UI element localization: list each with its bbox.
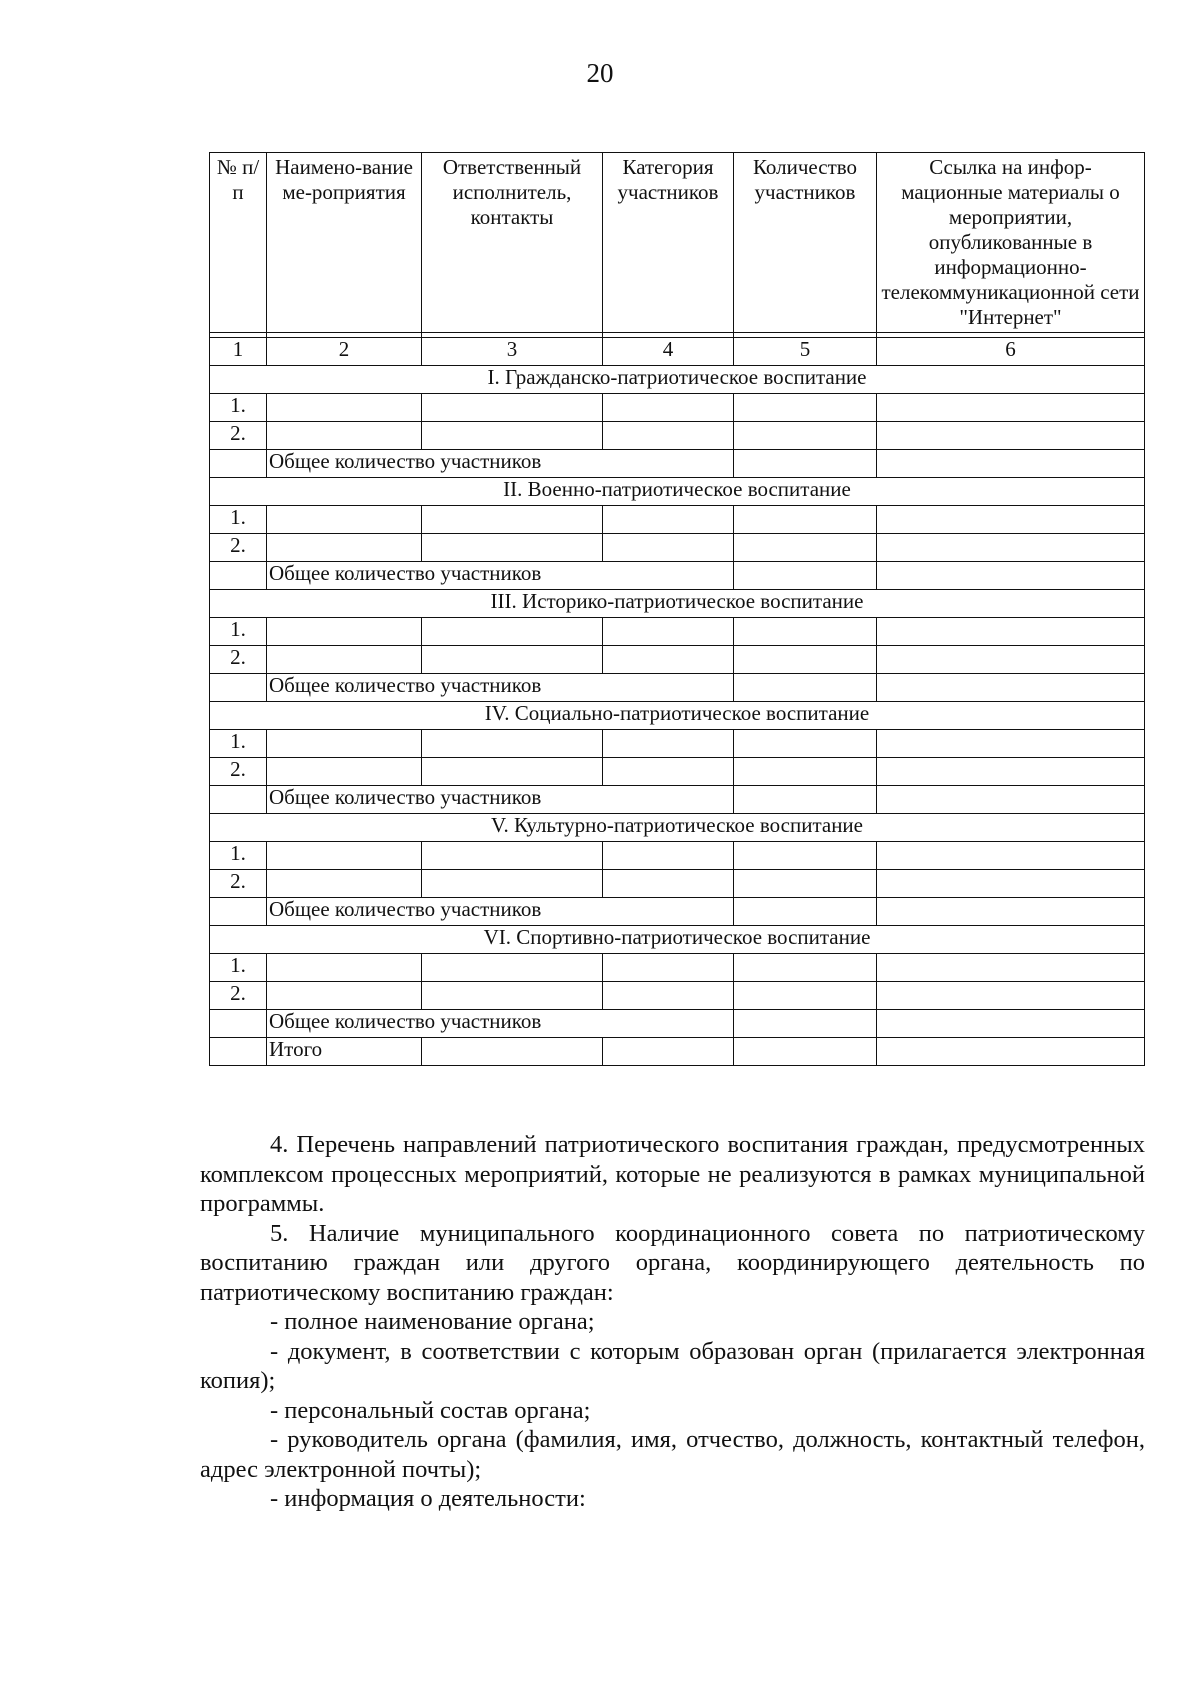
section-title: III. Историко-патриотическое воспитание — [210, 590, 1145, 618]
empty-cell — [877, 422, 1145, 450]
empty-cell — [877, 898, 1145, 926]
empty-cell — [877, 982, 1145, 1010]
column-numbers-row — [210, 338, 1145, 366]
section-title: IV. Социально-патриотическое воспитание — [210, 702, 1145, 730]
empty-cell — [734, 394, 877, 422]
empty-cell — [877, 730, 1145, 758]
empty-cell — [267, 730, 422, 758]
empty-cell — [877, 870, 1145, 898]
empty-cell — [734, 1038, 877, 1066]
empty-cell — [210, 786, 267, 814]
section-total-label: Общее количество участников — [267, 786, 734, 814]
empty-cell — [603, 842, 734, 870]
row-number: 1. — [210, 618, 267, 646]
empty-cell — [734, 674, 877, 702]
empty-cell — [603, 730, 734, 758]
empty-cell — [734, 870, 877, 898]
empty-cell — [603, 394, 734, 422]
body-paragraph: - информация о деятельности: — [270, 1485, 586, 1512]
section-heading-row — [210, 814, 1145, 842]
header-participant-category: Категория участников — [603, 153, 734, 333]
empty-cell — [267, 646, 422, 674]
empty-cell — [734, 618, 877, 646]
body-paragraph: - руководитель органа (фамилия, имя, отчество, должность, контактный телефон, адрес электронной почты); — [200, 1426, 1145, 1483]
empty-cell — [734, 842, 877, 870]
empty-cell — [734, 730, 877, 758]
empty-cell — [603, 534, 734, 562]
section-total-row — [210, 898, 1145, 926]
empty-cell — [267, 982, 422, 1010]
row-number: 1. — [210, 954, 267, 982]
body-paragraph: - персональный состав органа; — [270, 1396, 591, 1424]
empty-cell — [267, 842, 422, 870]
body-paragraph: 4. Перечень направлений патриотического воспитания граждан, предусмотренных комплексом процессных мероприятий, которые не реализуются в рамках муниципальной программы. — [200, 1131, 1145, 1217]
section-heading-row — [210, 926, 1145, 954]
empty-cell — [422, 394, 603, 422]
empty-cell — [734, 758, 877, 786]
section-heading-row — [210, 478, 1145, 506]
section-total-row — [210, 1010, 1145, 1038]
empty-cell — [422, 842, 603, 870]
empty-cell — [210, 898, 267, 926]
empty-cell — [877, 674, 1145, 702]
empty-cell — [422, 618, 603, 646]
document-body-text — [200, 1130, 1145, 1514]
page-number: 20 — [586, 58, 614, 88]
column-number: 2 — [267, 338, 422, 366]
empty-cell — [267, 534, 422, 562]
empty-cell — [877, 646, 1145, 674]
empty-cell — [603, 422, 734, 450]
empty-cell — [267, 758, 422, 786]
empty-cell — [877, 1038, 1145, 1066]
empty-cell — [422, 534, 603, 562]
empty-cell — [422, 982, 603, 1010]
section-total-label: Общее количество участников — [267, 1010, 734, 1038]
empty-cell — [210, 450, 267, 478]
empty-cell — [267, 618, 422, 646]
table-row — [210, 730, 1145, 758]
table-row — [210, 534, 1145, 562]
empty-cell — [734, 534, 877, 562]
empty-cell — [734, 450, 877, 478]
empty-cell — [603, 618, 734, 646]
empty-cell — [603, 982, 734, 1010]
empty-cell — [877, 534, 1145, 562]
empty-cell — [734, 786, 877, 814]
row-number: 1. — [210, 394, 267, 422]
table-row — [210, 842, 1145, 870]
empty-cell — [877, 394, 1145, 422]
grand-total-row — [210, 1038, 1145, 1066]
empty-cell — [422, 646, 603, 674]
column-number: 1 — [210, 338, 267, 366]
column-number: 3 — [422, 338, 603, 366]
table-row — [210, 422, 1145, 450]
empty-cell — [734, 646, 877, 674]
empty-cell — [603, 506, 734, 534]
empty-cell — [603, 1038, 734, 1066]
empty-cell — [267, 506, 422, 534]
grand-total-label: Итого — [267, 1038, 422, 1066]
section-total-row — [210, 450, 1145, 478]
table-row — [210, 758, 1145, 786]
row-number: 2. — [210, 534, 267, 562]
empty-cell — [422, 506, 603, 534]
empty-cell — [422, 758, 603, 786]
section-title: I. Гражданско-патриотическое воспитание — [210, 366, 1145, 394]
empty-cell — [422, 1038, 603, 1066]
empty-cell — [267, 954, 422, 982]
empty-cell — [210, 674, 267, 702]
section-total-row — [210, 562, 1145, 590]
header-number: № п/п — [210, 153, 267, 333]
empty-cell — [877, 758, 1145, 786]
section-heading-row — [210, 702, 1145, 730]
events-report-table — [209, 152, 1145, 1066]
empty-cell — [267, 422, 422, 450]
empty-cell — [267, 394, 422, 422]
table-row — [210, 646, 1145, 674]
section-heading-row — [210, 590, 1145, 618]
empty-cell — [877, 506, 1145, 534]
empty-cell — [877, 954, 1145, 982]
row-number: 1. — [210, 842, 267, 870]
section-title: VI. Спортивно-патриотическое воспитание — [210, 926, 1145, 954]
body-paragraph: - полное наименование органа; — [270, 1308, 595, 1335]
empty-cell — [877, 618, 1145, 646]
empty-cell — [734, 506, 877, 534]
empty-cell — [603, 646, 734, 674]
row-number: 2. — [210, 422, 267, 450]
empty-cell — [210, 1038, 267, 1066]
empty-cell — [422, 954, 603, 982]
empty-cell — [734, 1010, 877, 1038]
section-total-label: Общее количество участников — [267, 898, 734, 926]
header-responsible: Ответственный исполнитель, контакты — [422, 153, 603, 333]
empty-cell — [734, 954, 877, 982]
empty-cell — [877, 786, 1145, 814]
empty-cell — [877, 562, 1145, 590]
column-number: 6 — [877, 338, 1145, 366]
table-row — [210, 870, 1145, 898]
section-title: II. Военно-патриотическое воспитание — [210, 478, 1145, 506]
empty-cell — [210, 1010, 267, 1038]
row-number: 2. — [210, 646, 267, 674]
header-participant-count: Количество участников — [734, 153, 877, 333]
table-header-row — [210, 153, 1145, 333]
empty-cell — [734, 422, 877, 450]
row-number: 2. — [210, 982, 267, 1010]
header-info-link: Ссылка на инфор-мационные материалы о мероприятии, опубликованные в информационно-телекоммуникационной сети "Интернет" — [877, 153, 1145, 333]
empty-cell — [603, 954, 734, 982]
section-total-row — [210, 786, 1145, 814]
row-number: 1. — [210, 506, 267, 534]
empty-cell — [734, 898, 877, 926]
empty-cell — [734, 562, 877, 590]
header-event-name: Наимено-вание ме-роприятия — [267, 153, 422, 333]
table-row — [210, 394, 1145, 422]
table-row — [210, 506, 1145, 534]
section-title: V. Культурно-патриотическое воспитание — [210, 814, 1145, 842]
row-number: 2. — [210, 870, 267, 898]
empty-cell — [422, 870, 603, 898]
empty-cell — [422, 422, 603, 450]
section-total-label: Общее количество участников — [267, 562, 734, 590]
empty-cell — [877, 842, 1145, 870]
table-row — [210, 954, 1145, 982]
empty-cell — [422, 730, 603, 758]
table-row — [210, 618, 1145, 646]
row-number: 2. — [210, 758, 267, 786]
section-total-row — [210, 674, 1145, 702]
section-total-label: Общее количество участников — [267, 450, 734, 478]
empty-cell — [603, 758, 734, 786]
empty-cell — [877, 1010, 1145, 1038]
body-paragraph: 5. Наличие муниципального координационного совета по патриотическому воспитанию граждан или другого органа, координирующего деятельность по патриотическому воспитанию граждан: — [200, 1219, 1145, 1306]
empty-cell — [210, 562, 267, 590]
empty-cell — [603, 870, 734, 898]
row-number: 1. — [210, 730, 267, 758]
column-number: 5 — [734, 338, 877, 366]
section-heading-row — [210, 366, 1145, 394]
body-paragraph: - документ, в соответствии с которым образован орган (прилагается электронная копия); — [200, 1337, 1145, 1394]
empty-cell — [877, 450, 1145, 478]
column-number: 4 — [603, 338, 734, 366]
empty-cell — [267, 870, 422, 898]
section-total-label: Общее количество участников — [267, 674, 734, 702]
empty-cell — [734, 982, 877, 1010]
table-row — [210, 982, 1145, 1010]
